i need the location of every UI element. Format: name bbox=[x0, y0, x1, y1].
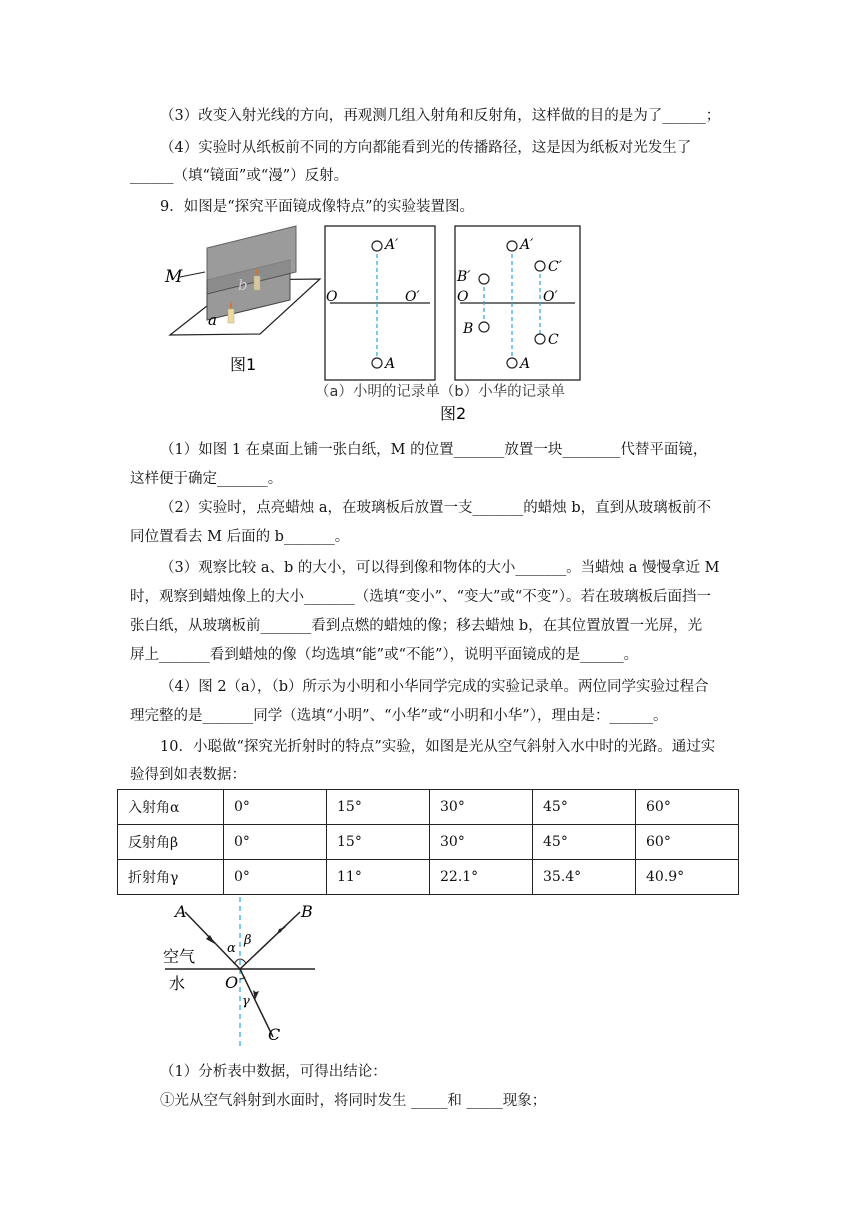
label-alpha: α bbox=[227, 941, 236, 956]
table-cell: 35.4° bbox=[533, 860, 636, 895]
q10-1a-text: ①光从空气斜射到水面时，将同时发生 _____和 _____现象； bbox=[160, 1093, 547, 1109]
table-cell: 40.9° bbox=[636, 860, 739, 895]
label-a: a bbox=[208, 311, 217, 329]
table-cell: 0° bbox=[224, 860, 327, 895]
label-b: b bbox=[238, 276, 248, 294]
label-B: B bbox=[301, 902, 313, 921]
table-cell: 30° bbox=[430, 790, 533, 825]
table-cell: 11° bbox=[327, 860, 430, 895]
row-label: 入射角α bbox=[118, 790, 224, 825]
refraction-figure bbox=[155, 897, 325, 1047]
table-cell: 30° bbox=[430, 825, 533, 860]
q9-1-text-cont: 这样便于确定_______。 bbox=[130, 471, 283, 487]
label-O: O bbox=[326, 289, 338, 305]
label-O: O bbox=[225, 973, 239, 992]
q8-4-text-cont: ______（填“镜面”或“漫”）反射。 bbox=[130, 168, 349, 184]
label-C: C bbox=[268, 1025, 281, 1044]
table-cell: 0° bbox=[224, 790, 327, 825]
row-label: 折射角γ bbox=[118, 860, 224, 895]
table-cell: 45° bbox=[533, 825, 636, 860]
q8-4-text: （4）实验时从纸板前不同的方向都能看到光的传播路径，这是因为纸板对光发生了 bbox=[160, 140, 692, 156]
label-gamma: γ bbox=[242, 994, 250, 1009]
label-C-prime: C′ bbox=[548, 259, 562, 275]
label-O-prime-b: O′ bbox=[543, 289, 558, 305]
table-cell: 15° bbox=[327, 825, 430, 860]
label-O-b: O bbox=[457, 289, 469, 305]
label-A-b: A bbox=[520, 356, 531, 372]
label-A-prime-b: A′ bbox=[520, 237, 534, 253]
table-cell: 22.1° bbox=[430, 860, 533, 895]
mirror-experiment-figure bbox=[150, 222, 610, 430]
q9-3-text-b: 时，观察到蜡烛像上的大小_______（选填“变小”、“变大”或“不变”）。若在玻璃板后面挡一 bbox=[130, 589, 711, 605]
table-cell: 15° bbox=[327, 790, 430, 825]
label-air: 空气 bbox=[163, 947, 196, 966]
fig2-caption: 图2 bbox=[440, 404, 467, 423]
fig1-caption: 图1 bbox=[230, 355, 257, 374]
table-row bbox=[118, 790, 739, 825]
q9-4-text-cont: 理完整的是_______同学（选填“小明”、“小华”或“小明和小华”），理由是：______。 bbox=[130, 708, 668, 724]
q8-3-text: （3）改变入射光线的方向，再观测几组入射角和反射角，这样做的目的是为了______； bbox=[160, 108, 721, 124]
figure-1 bbox=[164, 226, 320, 374]
q9-3-text: （3）观察比较 a、b 的大小，可以得到像和物体的大小_______。当蜡烛 a 慢慢拿近 M bbox=[160, 560, 720, 576]
label-A: A bbox=[385, 356, 396, 372]
label-beta: β bbox=[244, 933, 252, 948]
candle-b bbox=[254, 276, 260, 290]
candle-a bbox=[228, 309, 234, 323]
label-water: 水 bbox=[169, 974, 186, 993]
table-cell: 60° bbox=[636, 825, 739, 860]
table-cell: 60° bbox=[636, 790, 739, 825]
q10-1-text: （1）分析表中数据，可得出结论： bbox=[160, 1064, 387, 1080]
q10-title: 10．小聪做“探究光折射时的特点”实验，如图是光从空气斜射入水中时的光路。通过实 bbox=[160, 739, 716, 755]
q10-title-cont: 验得到如表数据： bbox=[130, 767, 246, 783]
q9-2-text-cont: 同位置看去 M 后面的 b_______。 bbox=[130, 529, 350, 545]
label-C: C bbox=[548, 332, 559, 348]
label-B: B bbox=[463, 321, 474, 337]
angle-data-table bbox=[117, 789, 739, 895]
q9-3-text-d: 屏上_______看到蜡烛的像（均选填“能”或“不能”），说明平面镜成的是______。 bbox=[130, 647, 639, 663]
label-A-prime: A′ bbox=[385, 237, 399, 253]
label-M: M bbox=[165, 267, 183, 287]
label-O-prime: O′ bbox=[405, 289, 420, 305]
row-label: 反射角β bbox=[118, 825, 224, 860]
q9-2-text: （2）实验时，点亮蜡烛 a，在玻璃板后放置一支_______的蜡烛 b，直到从玻璃板前不 bbox=[160, 500, 712, 516]
figure-2a bbox=[325, 226, 435, 380]
fig2-panel-captions: （a）小明的记录单（b）小华的记录单 bbox=[315, 384, 566, 400]
table-row bbox=[118, 860, 739, 895]
figure-2b bbox=[455, 226, 580, 380]
table-row bbox=[118, 825, 739, 860]
q9-4-text: （4）图 2（a），（b）所示为小明和小华同学完成的实验记录单。两位同学实验过程合 bbox=[160, 679, 709, 695]
table-cell: 45° bbox=[533, 790, 636, 825]
q9-title: 9．如图是“探究平面镜成像特点”的实验装置图。 bbox=[160, 199, 475, 215]
label-A: A bbox=[175, 902, 187, 921]
label-B-prime: B′ bbox=[457, 269, 471, 285]
q9-1-text: （1）如图 1 在桌面上铺一张白纸，M 的位置_______放置一块________代替平面镜， bbox=[160, 442, 708, 458]
q9-3-text-c: 张白纸，从玻璃板前_______看到点燃的蜡烛的像；移去蜡烛 b，在其位置放置一光屏，光 bbox=[130, 618, 703, 634]
table-cell: 0° bbox=[224, 825, 327, 860]
